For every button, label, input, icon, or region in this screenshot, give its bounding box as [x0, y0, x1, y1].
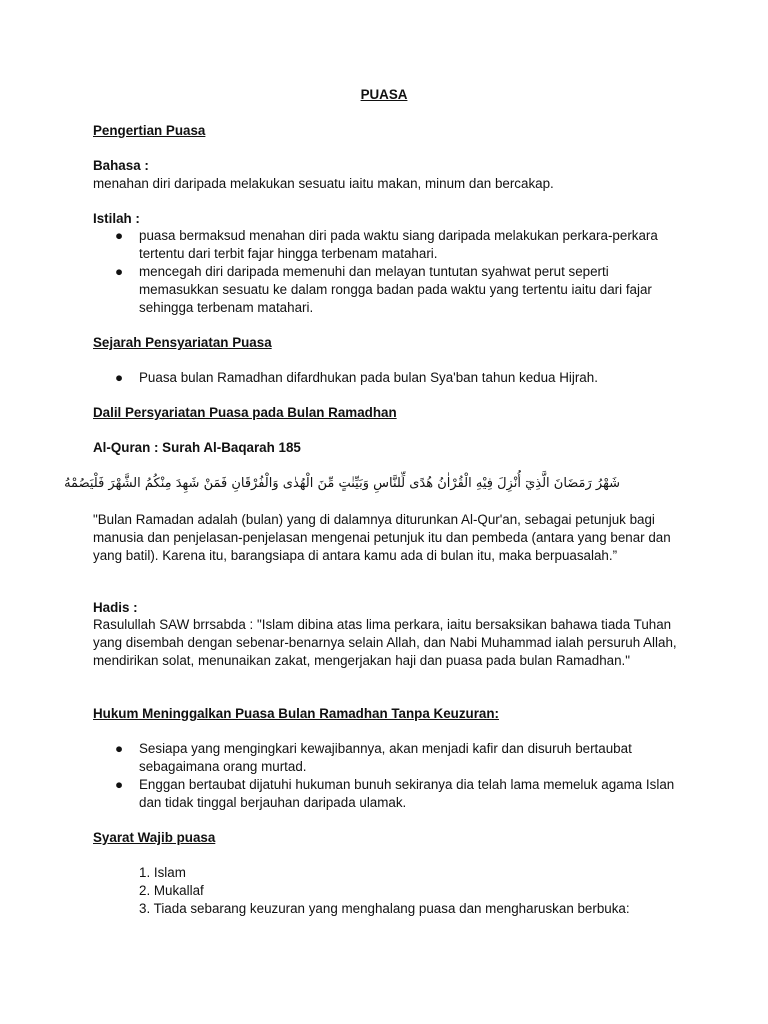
- arabic-verse: شَهْرُ رَمَضَانَ الَّذِيٓ أُنْزِلَ فِيْهِ الْقُرْاٰنُ هُدًى لِّلنَّاسِ وَبَيِّنٰتٍ مِّنَ الْهُدٰى وَالْفُرْقَانِ فَمَنْ شَهِدَ مِنْكُمُ الشَّهْرَ فَلْيَصُمْهُ: [64, 476, 620, 491]
- bullet-icon: ●: [115, 264, 124, 279]
- section-heading-dalil: Dalil Persyariatan Puasa pada Bulan Ramadhan: [93, 405, 397, 420]
- bullet-icon: ●: [115, 370, 124, 385]
- sejarah-item: Puasa bulan Ramadhan difardhukan pada bulan Sya'ban tahun kedua Hijrah.: [139, 370, 598, 385]
- section-heading-hukum: Hukum Meninggalkan Puasa Bulan Ramadhan Tanpa Keuzuran:: [93, 706, 500, 721]
- istilah-item: mencegah diri daripada memenuhi dan melayan tuntutan syahwat perut seperti memasukkan sesuatu ke dalam rongga badan pada waktu yang tertentu iaitu dari fajar sehingga terbenam matahari.: [139, 264, 652, 315]
- section-heading-sejarah: Sejarah Pensyariatan Puasa: [93, 335, 272, 350]
- quran-label: Al-Quran : Surah Al-Baqarah 185: [93, 440, 301, 455]
- istilah-item: puasa bermaksud menahan diri pada waktu siang daripada melakukan perkara-perkara tertentu dari terbit fajar hingga terbenam matahari.: [139, 228, 658, 261]
- hadis-label: Hadis :: [93, 600, 138, 615]
- hukum-item: Enggan bertaubat dijatuhi hukuman bunuh sekiranya dia telah lama memeluk agama Islan dan tidak tinggal berjauhan daripada ulamak.: [139, 777, 675, 810]
- bullet-icon: ●: [115, 228, 124, 243]
- section-heading-syarat: Syarat Wajib puasa: [93, 830, 216, 845]
- bahasa-label: Bahasa :: [93, 158, 149, 173]
- istilah-label: Istilah :: [93, 211, 140, 226]
- bahasa-text: menahan diri daripada melakukan sesuatu iaitu makan, minum dan bercakap.: [93, 176, 554, 191]
- section-heading-pengertian: Pengertian Puasa: [93, 123, 206, 138]
- verse-translation: "Bulan Ramadan adalah (bulan) yang di dalamnya diturunkan Al-Qur'an, sebagai petunjuk bagi manusia dan penjelasan-penjelasan mengenai petunjuk itu dan pembeda (antara yang benar dan yang batil). Karena itu, barangsiapa di antara kamu ada di bulan itu, maka berpuasalah.”: [93, 512, 671, 563]
- syarat-item: 3. Tiada sebarang keuzuran yang menghalang puasa dan mengharuskan berbuka:: [139, 901, 630, 916]
- bullet-icon: ●: [115, 777, 124, 792]
- hadis-text: Rasulullah SAW brrsabda : "Islam dibina atas lima perkara, iaitu bersaksikan bahawa tiada Tuhan yang disembah dengan sebenar-benarnya selain Allah, dan Nabi Muhammad ialah persuruh Allah, mendirikan solat, menunaikan zakat, mengerjakan haji dan puasa pada bulan Ramadhan.": [93, 617, 677, 668]
- bullet-icon: ●: [115, 741, 124, 756]
- syarat-item: 1. Islam: [139, 865, 186, 880]
- hukum-item: Sesiapa yang mengingkari kewajibannya, akan menjadi kafir dan disuruh bertaubat sebagaimana orang murtad.: [139, 741, 632, 774]
- page-title: PUASA: [360, 87, 408, 102]
- syarat-item: 2. Mukallaf: [139, 883, 204, 898]
